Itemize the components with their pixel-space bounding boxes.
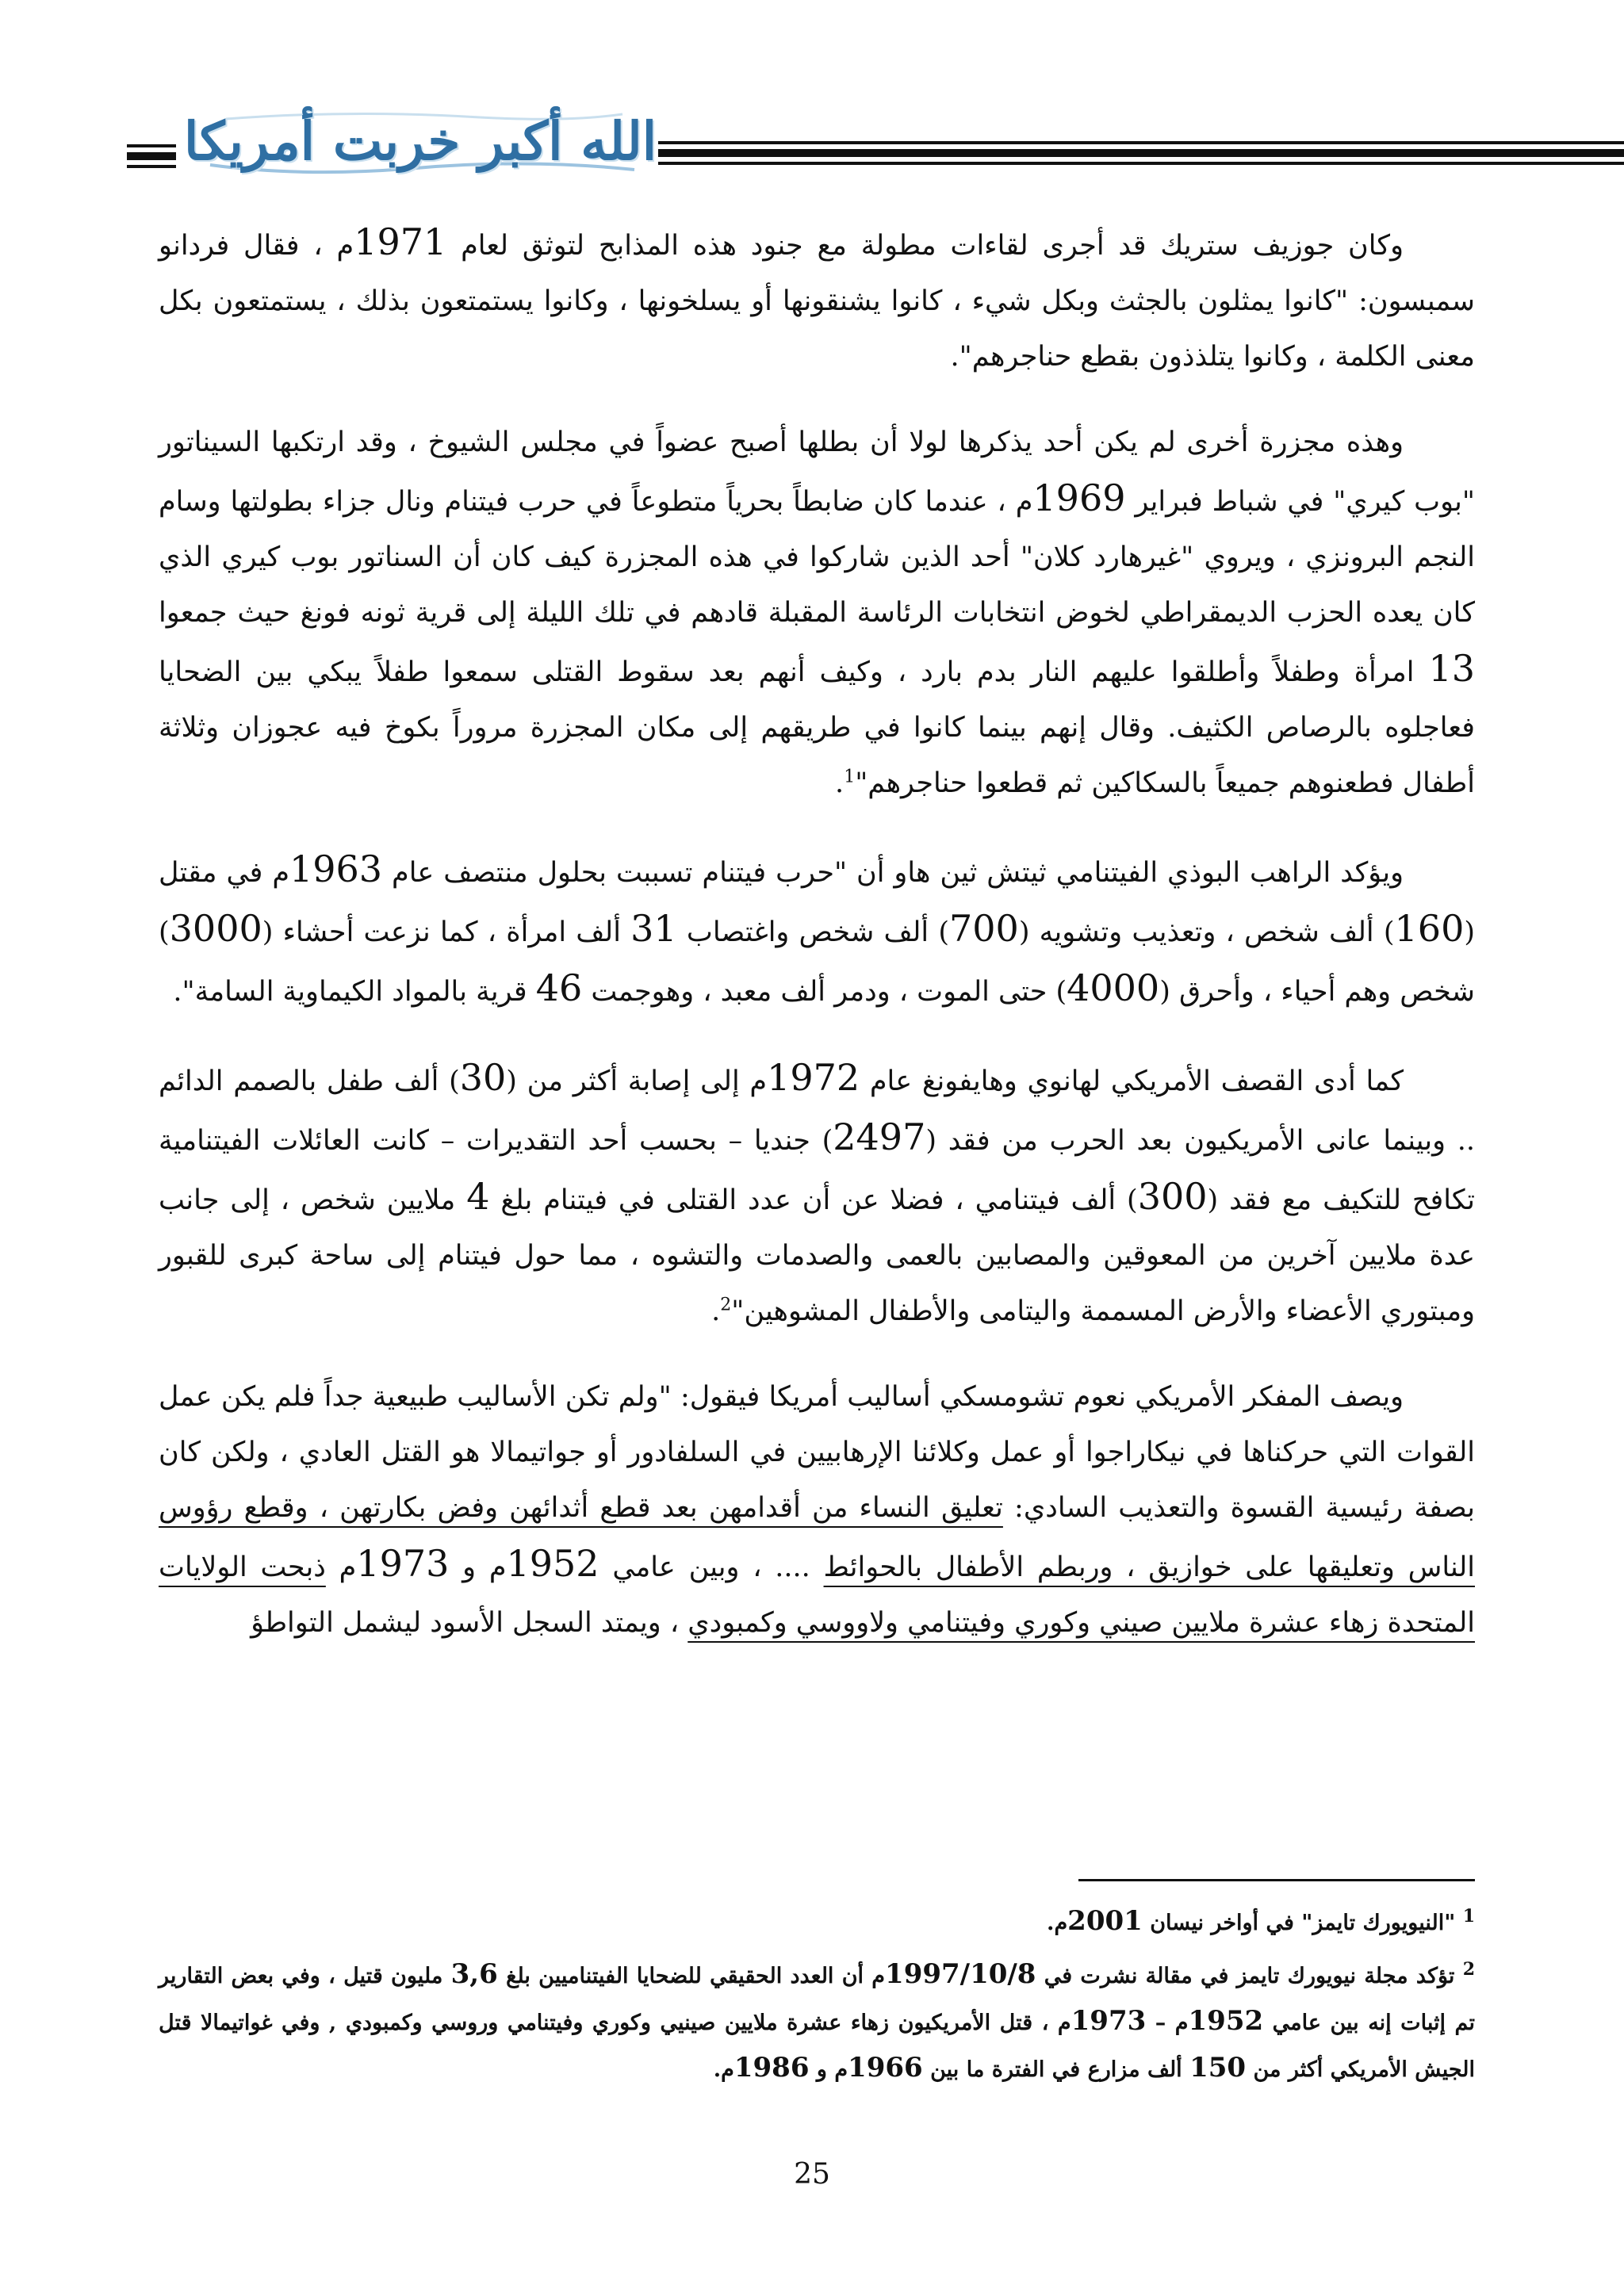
- footnote-1: [159, 1899, 1475, 1946]
- text-run: م إلى إصابة أكثر من (: [506, 1066, 768, 1097]
- text-run: قرية بالمواد الكيماوية السامة".: [173, 976, 536, 1008]
- number: 4: [466, 1175, 490, 1218]
- number: 4000: [1067, 966, 1160, 1009]
- number: 1986: [733, 2052, 810, 2084]
- text-run: وكان جوزيف ستريك قد أجرى لقاءات مطولة مع جنود هذه المذابح لتوثق لعام: [446, 230, 1404, 262]
- number: 1969: [1032, 476, 1126, 519]
- number: 1966: [848, 2052, 923, 2084]
- footnote-number: 2: [1462, 1959, 1475, 1980]
- number: 700: [949, 907, 1019, 950]
- number: 300: [1137, 1175, 1208, 1218]
- footnotes: [159, 1899, 1475, 2099]
- text-run: ويؤكد الراهب البوذي الفيتنامي ثيتش ثين هاو أن "حرب فيتنام تسببت بحلول منتصف عام: [382, 857, 1404, 889]
- text-run: م.: [713, 2057, 734, 2082]
- text-run: ) حتى الموت ، ودمر ألف معبد ، وهوجمت: [582, 976, 1067, 1008]
- paragraph-5: [159, 1369, 1475, 1651]
- text-run: م –: [1146, 2011, 1189, 2035]
- text-run: ، ويمتد السجل الأسود ليشمل التواطؤ: [251, 1607, 688, 1639]
- text-run: ) ألف شخص واغتصاب: [676, 916, 950, 948]
- number: 160: [1394, 907, 1465, 950]
- text-run: م ، عندما كان ضابطاً بحرياً متطوعاً في حرب فيتنام ونال جزاء بطولتها وسام النجم البرونزي ، ويروي "غيرهارد كلان" أحد الذين شاركوا في هذه المجزرة كيف كان أن السناتور بوب كيري الذي كان يعده الحزب الديمقراطي لخوض انتخابات الرئاسة المقبلة قادهم في تلك الليلة إلى قرية ثونه فونغ حيث جمعوا: [159, 486, 1475, 629]
- text-run: م ، قتل الأمريكيون زهاء عشرة ملايين صينيي وكوري وفيتنامي وروسي وكمبودي , وفي غواتيمالا قتل الجيش الأمريكي أكثر من: [159, 2011, 1475, 2082]
- footnote-separator: [1078, 1879, 1475, 1881]
- paragraph-3: [159, 841, 1475, 1020]
- text-run: ) ألف شخص ، وتعذيب وتشويه (: [1018, 916, 1395, 948]
- number: 2497: [833, 1115, 926, 1158]
- text-run: م و: [809, 2057, 848, 2082]
- number: 1952: [506, 1542, 599, 1585]
- page-number: 25: [794, 2158, 830, 2191]
- footnote-ref-2[interactable]: 2: [720, 1295, 732, 1315]
- number: 3000: [169, 907, 262, 950]
- page-header: [119, 95, 1515, 190]
- article-body: [159, 214, 1475, 1681]
- underlined-quote: تعليق النساء من أقدامهن بعد قطع أثدائهن وفض بكارتهن ، وقطع رؤوس الناس وتعليقها على خوازيق ، وربطم الأطفال بالحوائط: [159, 1492, 1475, 1583]
- number: 13: [1428, 647, 1475, 690]
- number: 150: [1189, 2052, 1247, 2084]
- text-run: ألف امرأة ، كما نزعت أحشاء (: [262, 916, 631, 948]
- paragraph-1: [159, 214, 1475, 385]
- text-run: .: [835, 767, 845, 799]
- text-run: ) ألف طفل بالصمم الدائم .. وبينما عانى الأمريكيون بعد الحرب من فقد (: [159, 1066, 1475, 1157]
- number: 31: [630, 907, 677, 950]
- number: 3,6: [450, 1958, 498, 1990]
- number: 1972: [767, 1056, 860, 1099]
- header-rule-right: [658, 141, 1624, 170]
- number: 2001: [1067, 1905, 1143, 1937]
- number: 1971: [354, 220, 447, 263]
- number: 1963: [289, 848, 383, 890]
- text-run: امرأة وطفلاً وأطلقوا عليهم النار بدم بارد ، وكيف أنهم بعد سقوط القتلى سمعوا طفلاً يبكي بين الضحايا فعاجلوه بالرصاص الكثيف. وقال إنهم بينما كانوا في طريقهم إلى مكان المجزرة مروراً بكوخ فيه عجوزان وثلاثة أطفال فطعنوهم جميعاً بالسكاكين ثم قطعوا حناجرهم": [159, 656, 1475, 799]
- text-run: م في مقتل (: [159, 857, 1475, 948]
- text-run: م و: [449, 1552, 507, 1583]
- number: 46: [535, 966, 583, 1009]
- number: 1973: [1071, 2005, 1147, 2037]
- footnote-2: [159, 1952, 1475, 2092]
- text-run: ويصف المفكر الأمريكي نعوم تشومسكي أساليب أمريكا فيقول: "ولم تكن الأساليب طبيعية جداً فلم يكن عمل القوات التي حركناها في نيكاراجوا أو عمل وكلائنا الإرهابيين في السلفادور أو جواتيمالا هو القتل العادي ، ولكن كان بصفة رئيسية القسوة والتعذيب السادي:: [159, 1381, 1475, 1524]
- paragraph-4: [159, 1050, 1475, 1339]
- text-run: م أن العدد الحقيقي للضحايا الفيتناميين بلغ: [497, 1964, 886, 1988]
- text-run: وهذه مجزرة أخرى لم يكن أحد يذكرها لولا أن بطلها أصبح عضواً في مجلس الشيوخ ، وقد ارتكبها السيناتور "بوب كيري" في شباط فبراير: [159, 427, 1475, 518]
- text-run: تؤكد مجلة نيويورك تايمز في مقالة نشرت في: [1036, 1964, 1463, 1988]
- text-run: كما أدى القصف الأمريكي لهانوي وهايفونغ عام: [860, 1066, 1404, 1097]
- text-run: مليون قتيل ، وفي بعض التقارير تم إثبات إنه بين عامي: [159, 1964, 1475, 2035]
- text-run: .... ، وبين عامي: [599, 1552, 824, 1583]
- number: 1997/10/8: [885, 1958, 1036, 1990]
- text-run: ) جنديا – بحسب أحد التقديرات – كانت العائلات الفيتنامية تكافح للتكيف مع فقد (: [159, 1125, 1475, 1216]
- header-logo: [183, 101, 657, 181]
- text-run: ) ألف فيتنامي ، فضلا عن أن عدد القتلى في فيتنام بلغ: [489, 1184, 1138, 1216]
- text-run: "النيويورك تايمز" في أواخر نيسان: [1142, 1911, 1463, 1935]
- text-run: م.: [1047, 1911, 1068, 1935]
- text-run: ملايين شخص ، إلى جانب عدة ملايين آخرين من المعوقين والمصابين بالعمى والصدمات والتشوه ، مما حول فيتنام إلى ساحة كبرى للقبور ومبتوري الأعضاء والأرض المسممة واليتامى والأطفال المشوهين": [159, 1184, 1475, 1327]
- number: 1952: [1188, 2005, 1264, 2037]
- text-run: .: [711, 1295, 721, 1327]
- text-run: ) شخص وهم أحياء ، وأحرق (: [159, 916, 1475, 1008]
- number: 1973: [356, 1542, 450, 1585]
- footnote-number: 1: [1462, 1906, 1475, 1927]
- text-run: م: [325, 1552, 357, 1583]
- text-run: م ، فقال فردانو سمبسون: "كانوا يمثلون بالجثث وبكل شيء ، كانوا يشنقونها أو يسلخونها ، وكانوا يستمتعون بذلك ، يستمتعون بكل معنى الكلمة ، وكانوا يتلذذون بقطع حناجرهم".: [159, 230, 1475, 373]
- text-run: ألف مزارع في الفترة ما بين: [922, 2057, 1190, 2082]
- number: 30: [459, 1056, 507, 1099]
- paragraph-2: [159, 415, 1475, 811]
- logo-text: الله أكبر خربت أمريكا: [183, 110, 657, 172]
- underlined-quote: ذبحت الولايات المتحدة زهاء عشرة ملايين صيني وكوري وفيتنامي ولاووسي وكمبودي: [159, 1552, 1475, 1639]
- header-rule-left: [127, 144, 176, 173]
- footnote-ref-1[interactable]: 1: [844, 767, 856, 787]
